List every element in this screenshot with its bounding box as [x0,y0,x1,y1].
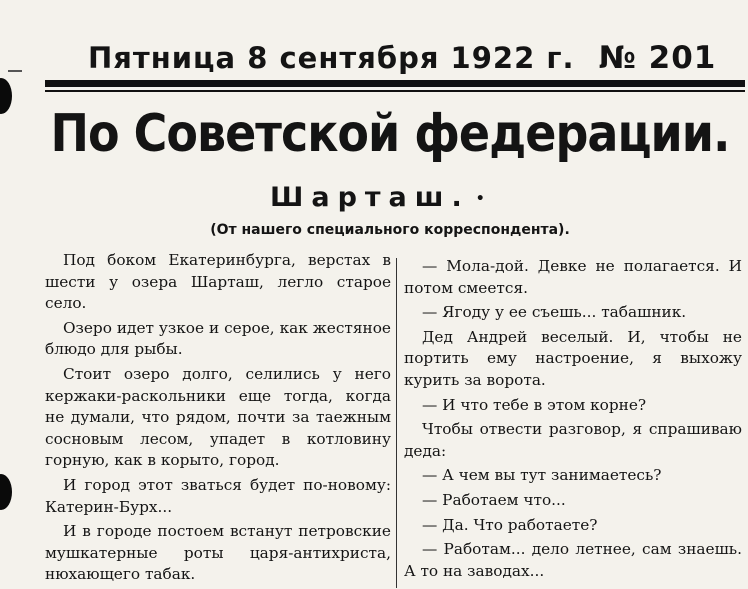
paragraph: Стоит озеро долго, селились у него кержаки-раскольники еще тогда, когда не думали, что рядом, почти за таежным сосновым лесом, упадет в котловину горную, как в корыто, город. [45,364,391,470]
title-ornament: • [475,190,485,207]
paragraph: Чтобы отвести разговор, я спрашиваю деда: [404,420,742,460]
right-column [404,250,742,585]
masthead-issue-number: № 201 [598,40,717,76]
paragraph: И в городе постоем встанут петровские мушкатерные роты царя-антихриста, нюхающего табак. [45,522,391,584]
paragraph: — А чем вы тут занимаетесь? [422,466,662,485]
article-title [270,182,510,213]
binder-hole-bottom [0,474,12,510]
masthead-rule-thin [45,90,745,92]
paragraph: Дед Андрей веселый. И, чтобы не портить ему настроение, я выхожу курить за ворота. [404,327,742,389]
paragraph: — Ягоду у ее съешь... табашник. [422,303,687,322]
paragraph: — Работаем что... [422,490,566,509]
paragraph: — И что тебе в этом корне? [422,395,647,414]
paragraph: И город этот зваться будет по-новому: Катерин-Бурх... [45,475,391,516]
masthead-date: Пятница 8 сентября 1922 г. [88,41,575,75]
paragraph: — Мола-дой. Девке не полагается. И потом смеется. [404,257,742,297]
edge-mark [8,70,22,72]
left-column [45,250,391,589]
paragraph: Озеро идет узкое и серое, как жестяное блюдо для рыбы. [45,318,391,359]
paragraph: Под боком Екатеринбурга, верстах в шести у озера Шарташ, легло старое село. [45,251,391,313]
byline: (От нашего специального корреспондента). [210,222,570,238]
paragraph: — Да. Что работаете? [422,515,598,534]
section-headline: По Советской федерации. [50,102,730,164]
masthead-rule-thick [45,80,745,87]
binder-hole-top [0,78,12,114]
paragraph: — Работам... дело летнее, сам знаешь. А то на заводах... [404,540,742,580]
article-title-text: Шарташ. [270,182,470,213]
column-divider [396,258,397,588]
